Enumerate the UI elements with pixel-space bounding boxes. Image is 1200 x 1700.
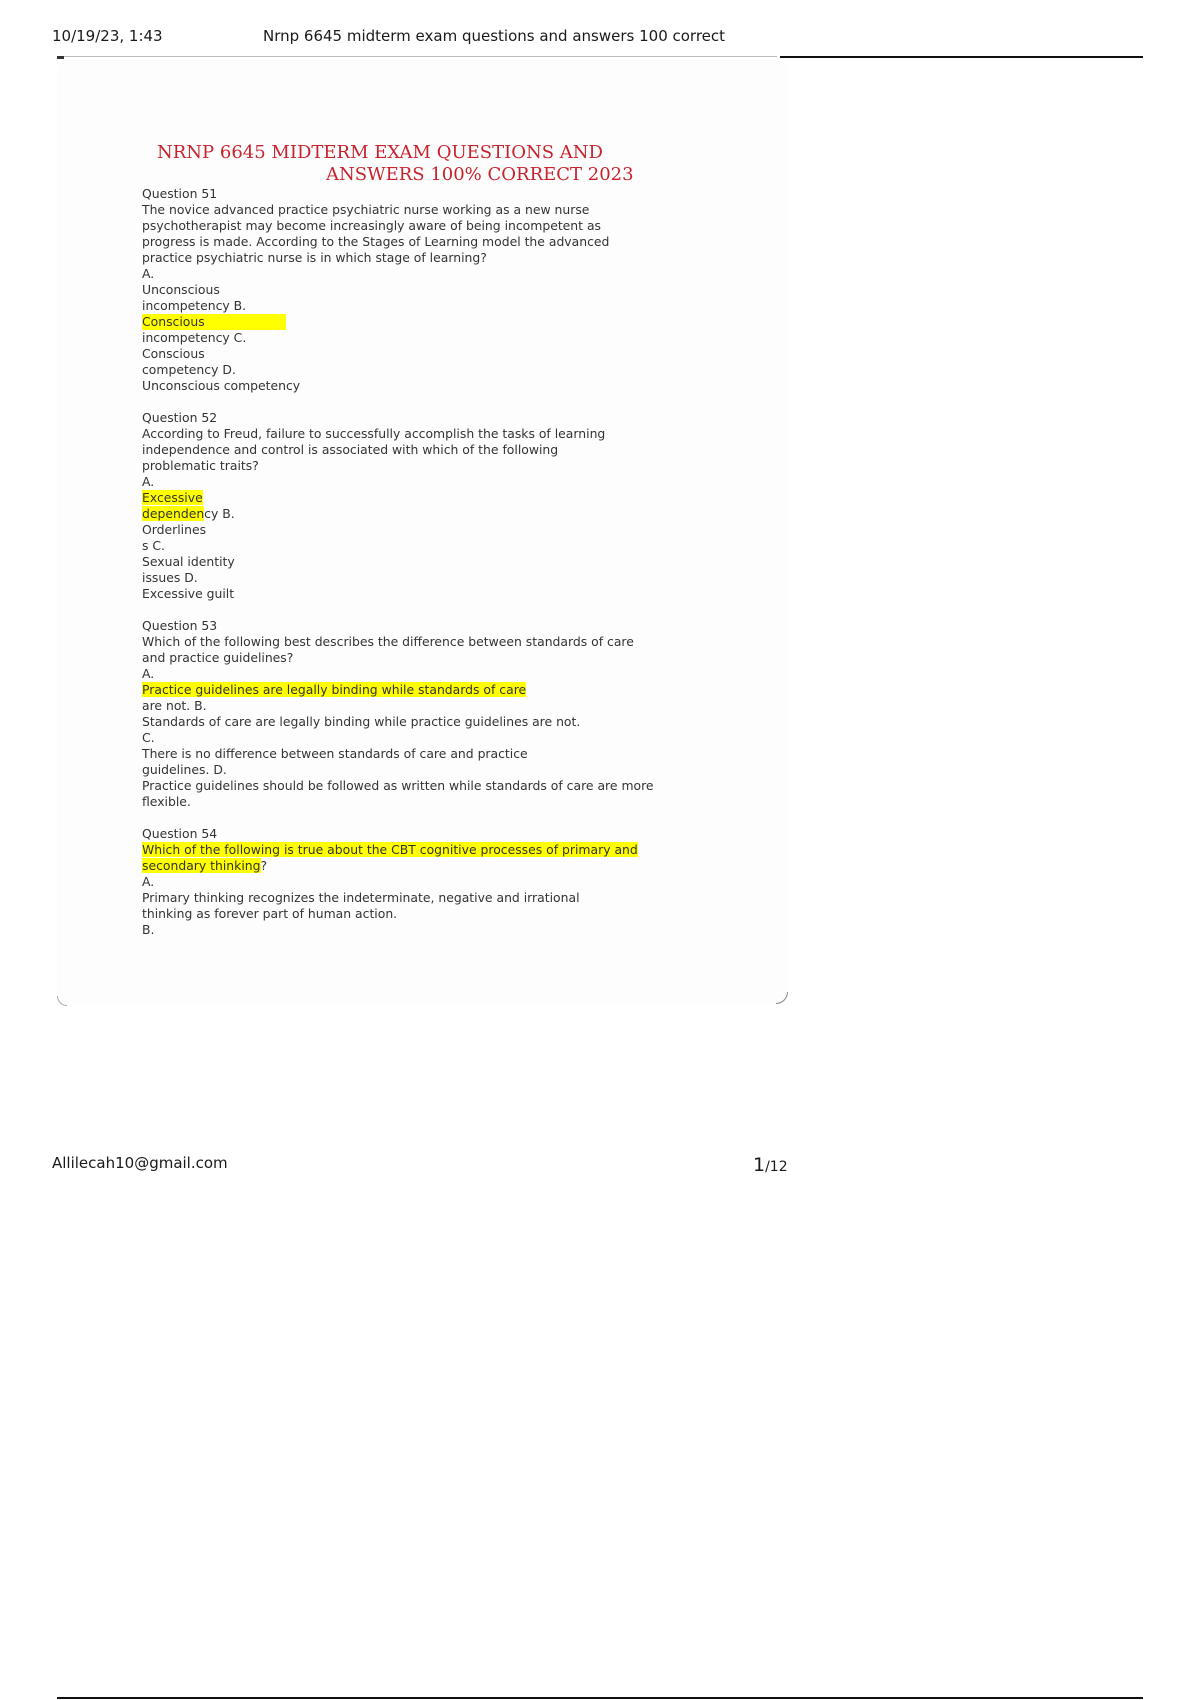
option-line: Conscious (142, 346, 205, 361)
option-line: competency D. (142, 362, 236, 377)
answer-highlight: Practice guidelines are legally binding while standards of care (142, 682, 527, 697)
document-title-line2: ANSWERS 100% CORRECT 2023 (326, 164, 634, 185)
question-stem-line: psychotherapist may become increasingly aware of being incompetent as (142, 218, 602, 233)
option-line: Excessive guilt (142, 586, 235, 601)
option-line: issues D. (142, 570, 198, 585)
question-stem-line: Which of the following best describes the difference between standards of care (142, 634, 634, 649)
option-line: Standards of care are legally binding while practice guidelines are not. (142, 714, 581, 729)
question-stem-line: independence and control is associated with which of the following (142, 442, 559, 457)
option-line: A. (142, 666, 155, 681)
option-line: Sexual identity (142, 554, 235, 569)
page-current: 1 (753, 1154, 766, 1176)
highlighted-stem (142, 858, 742, 874)
question-stem-line: The novice advanced practice psychiatric nurse working as a new nurse (142, 202, 590, 217)
option-line: incompetency C. (142, 330, 247, 345)
question-label: Question 51 (142, 186, 218, 201)
question-stem-line: practice psychiatric nurse is in which stage of learning? (142, 250, 487, 265)
question-53 (142, 618, 742, 810)
option-line: Unconscious competency (142, 378, 301, 393)
stem-highlight: secondary thinking (142, 858, 261, 873)
question-stem-line: According to Freud, failure to successfully accomplish the tasks of learning (142, 426, 606, 441)
option-line: guidelines. D. (142, 762, 227, 777)
print-date: 10/19/23, 1:43 (52, 27, 163, 45)
option-line: B. (142, 922, 155, 937)
highlighted-answer (142, 314, 742, 330)
option-line: Practice guidelines should be followed as written while standards of care are more (142, 778, 654, 793)
option-line: incompetency B. (142, 298, 247, 313)
option-line: s C. (142, 538, 165, 553)
answer-highlight: Conscious (142, 314, 286, 330)
question-51 (142, 186, 742, 394)
answer-highlight: Excessive (142, 490, 203, 505)
option-line: C. (142, 730, 155, 745)
option-line: Unconscious (142, 282, 220, 297)
footer-divider (57, 1697, 1143, 1699)
header-divider-left (57, 56, 777, 57)
question-54 (142, 826, 742, 938)
option-line: flexible. (142, 794, 191, 809)
page-corner-right (776, 992, 788, 1004)
print-title: Nrnp 6645 midterm exam questions and answers 100 correct (263, 27, 726, 45)
option-line: are not. B. (142, 698, 207, 713)
option-line: thinking as forever part of human action. (142, 906, 398, 921)
stem-highlight: Which of the following is true about the CBT cognitive processes of primary and (142, 842, 638, 857)
question-52 (142, 410, 742, 602)
page-counter (753, 1154, 788, 1176)
page-total: /12 (765, 1159, 788, 1175)
document-content (142, 186, 742, 954)
stem-text: ? (260, 858, 268, 873)
option-text: cy B. (204, 506, 235, 521)
highlighted-answer (142, 506, 742, 522)
document-title-line1: NRNP 6645 MIDTERM EXAM QUESTIONS AND (157, 142, 603, 163)
option-line: A. (142, 266, 155, 281)
question-stem-line: problematic traits? (142, 458, 259, 473)
header-tick (57, 56, 64, 59)
question-label: Question 54 (142, 826, 218, 841)
highlighted-stem (142, 842, 742, 858)
question-label: Question 53 (142, 618, 218, 633)
question-stem-line: progress is made. According to the Stages of Learning model the advanced (142, 234, 610, 249)
option-line: A. (142, 474, 155, 489)
footer-email: Allilecah10@gmail.com (52, 1154, 228, 1172)
highlighted-answer (142, 490, 742, 506)
option-line: Primary thinking recognizes the indeterminate, negative and irrational (142, 890, 580, 905)
page-corner-left (57, 996, 67, 1006)
option-line: Orderlines (142, 522, 207, 537)
question-label: Question 52 (142, 410, 218, 425)
answer-highlight: dependen (142, 506, 205, 521)
question-stem-line: and practice guidelines? (142, 650, 294, 665)
option-line: A. (142, 874, 155, 889)
option-line: There is no difference between standards of care and practice (142, 746, 528, 761)
highlighted-answer (142, 682, 742, 698)
header-divider-right (780, 56, 1143, 58)
